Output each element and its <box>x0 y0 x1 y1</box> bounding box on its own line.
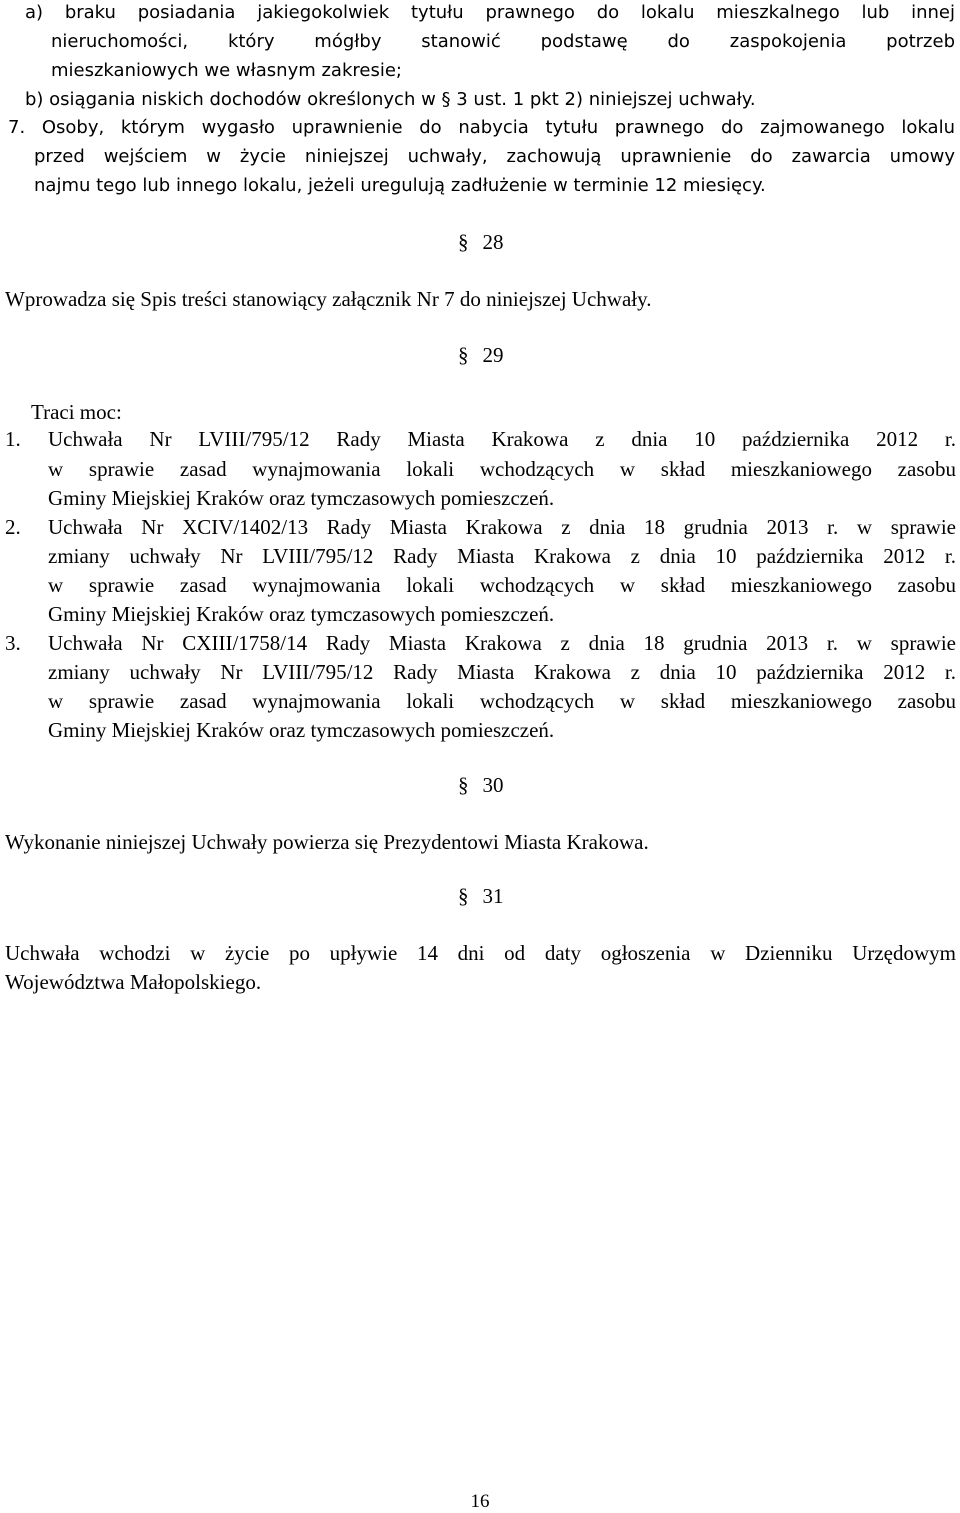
item-7-line-2: przed wejściem w życie niniejszej uchwały, zachowują uprawnienie do zawarcia umowy <box>34 146 955 167</box>
section-number: 30 <box>482 773 504 797</box>
repealed-item-1-line-2: w sprawie zasad wynajmowania lokali wchodzących w skład mieszkaniowego zasobu <box>48 457 956 481</box>
section-sign: § <box>458 773 469 797</box>
section-number: 31 <box>482 884 504 908</box>
repealed-item-3-line-4: Gminy Miejskiej Kraków oraz tymczasowych pomieszczeń. <box>48 718 555 742</box>
section-heading-28 <box>458 228 504 257</box>
repealed-item-2-line-4: Gminy Miejskiej Kraków oraz tymczasowych pomieszczeń. <box>48 602 555 626</box>
section-heading-29 <box>458 341 504 370</box>
list-item-b: b) osiągania niskich dochodów określonych w § 3 ust. 1 pkt 2) niniejszej uchwały. <box>25 89 756 110</box>
section-sign: § <box>458 884 469 908</box>
repealed-item-2-line-3: w sprawie zasad wynajmowania lokali wchodzących w skład mieszkaniowego zasobu <box>48 573 956 597</box>
list-item-a-line-1: a) braku posiadania jakiegokolwiek tytułu prawnego do lokalu mieszkalnego lub innej <box>25 2 955 23</box>
section-sign: § <box>458 343 469 367</box>
section-number: 29 <box>482 343 504 367</box>
list-item-a-line-2: nieruchomości, który mógłby stanowić podstawę do zaspokojenia potrzeb <box>51 31 955 52</box>
repealed-item-1-line-1: Uchwała Nr LVIII/795/12 Rady Miasta Krakowa z dnia 10 października 2012 r. <box>48 427 956 451</box>
section-sign: § <box>458 230 469 254</box>
section-30-text: Wykonanie niniejszej Uchwały powierza się Prezydentowi Miasta Krakowa. <box>5 830 649 854</box>
repealed-item-3-line-1: Uchwała Nr CXIII/1758/14 Rady Miasta Krakowa z dnia 18 grudnia 2013 r. w sprawie <box>48 631 956 655</box>
section-31-line-2: Województwa Małopolskiego. <box>5 970 262 994</box>
repealed-item-1-line-3: Gminy Miejskiej Kraków oraz tymczasowych pomieszczeń. <box>48 486 555 510</box>
repealed-item-1-number: 1. <box>5 427 21 451</box>
repealed-item-3-line-3: w sprawie zasad wynajmowania lokali wchodzących w skład mieszkaniowego zasobu <box>48 689 956 713</box>
traci-moc-label: Traci moc: <box>31 400 122 424</box>
section-number: 28 <box>482 230 504 254</box>
repealed-item-3-number: 3. <box>5 631 21 655</box>
section-heading-31 <box>458 882 504 911</box>
section-heading-30 <box>458 771 504 800</box>
repealed-item-3-line-2: zmiany uchwały Nr LVIII/795/12 Rady Miasta Krakowa z dnia 10 października 2012 r. <box>48 660 956 684</box>
repealed-item-2-number: 2. <box>5 515 21 539</box>
item-7-line-1: 7. Osoby, którym wygasło uprawnienie do nabycia tytułu prawnego do zajmowanego lokalu <box>8 117 955 138</box>
page-number: 16 <box>470 1491 490 1512</box>
section-31-line-1: Uchwała wchodzi w życie po upływie 14 dni od daty ogłoszenia w Dzienniku Urzędowym <box>5 941 956 965</box>
repealed-item-2-line-1: Uchwała Nr XCIV/1402/13 Rady Miasta Krakowa z dnia 18 grudnia 2013 r. w sprawie <box>48 515 956 539</box>
item-7-line-3: najmu tego lub innego lokalu, jeżeli uregulują zadłużenie w terminie 12 miesięcy. <box>34 175 766 196</box>
list-item-a-line-3: mieszkaniowych we własnym zakresie; <box>51 60 402 81</box>
repealed-item-2-line-2: zmiany uchwały Nr LVIII/795/12 Rady Miasta Krakowa z dnia 10 października 2012 r. <box>48 544 956 568</box>
section-28-text: Wprowadza się Spis treści stanowiący załącznik Nr 7 do niniejszej Uchwały. <box>5 287 652 311</box>
